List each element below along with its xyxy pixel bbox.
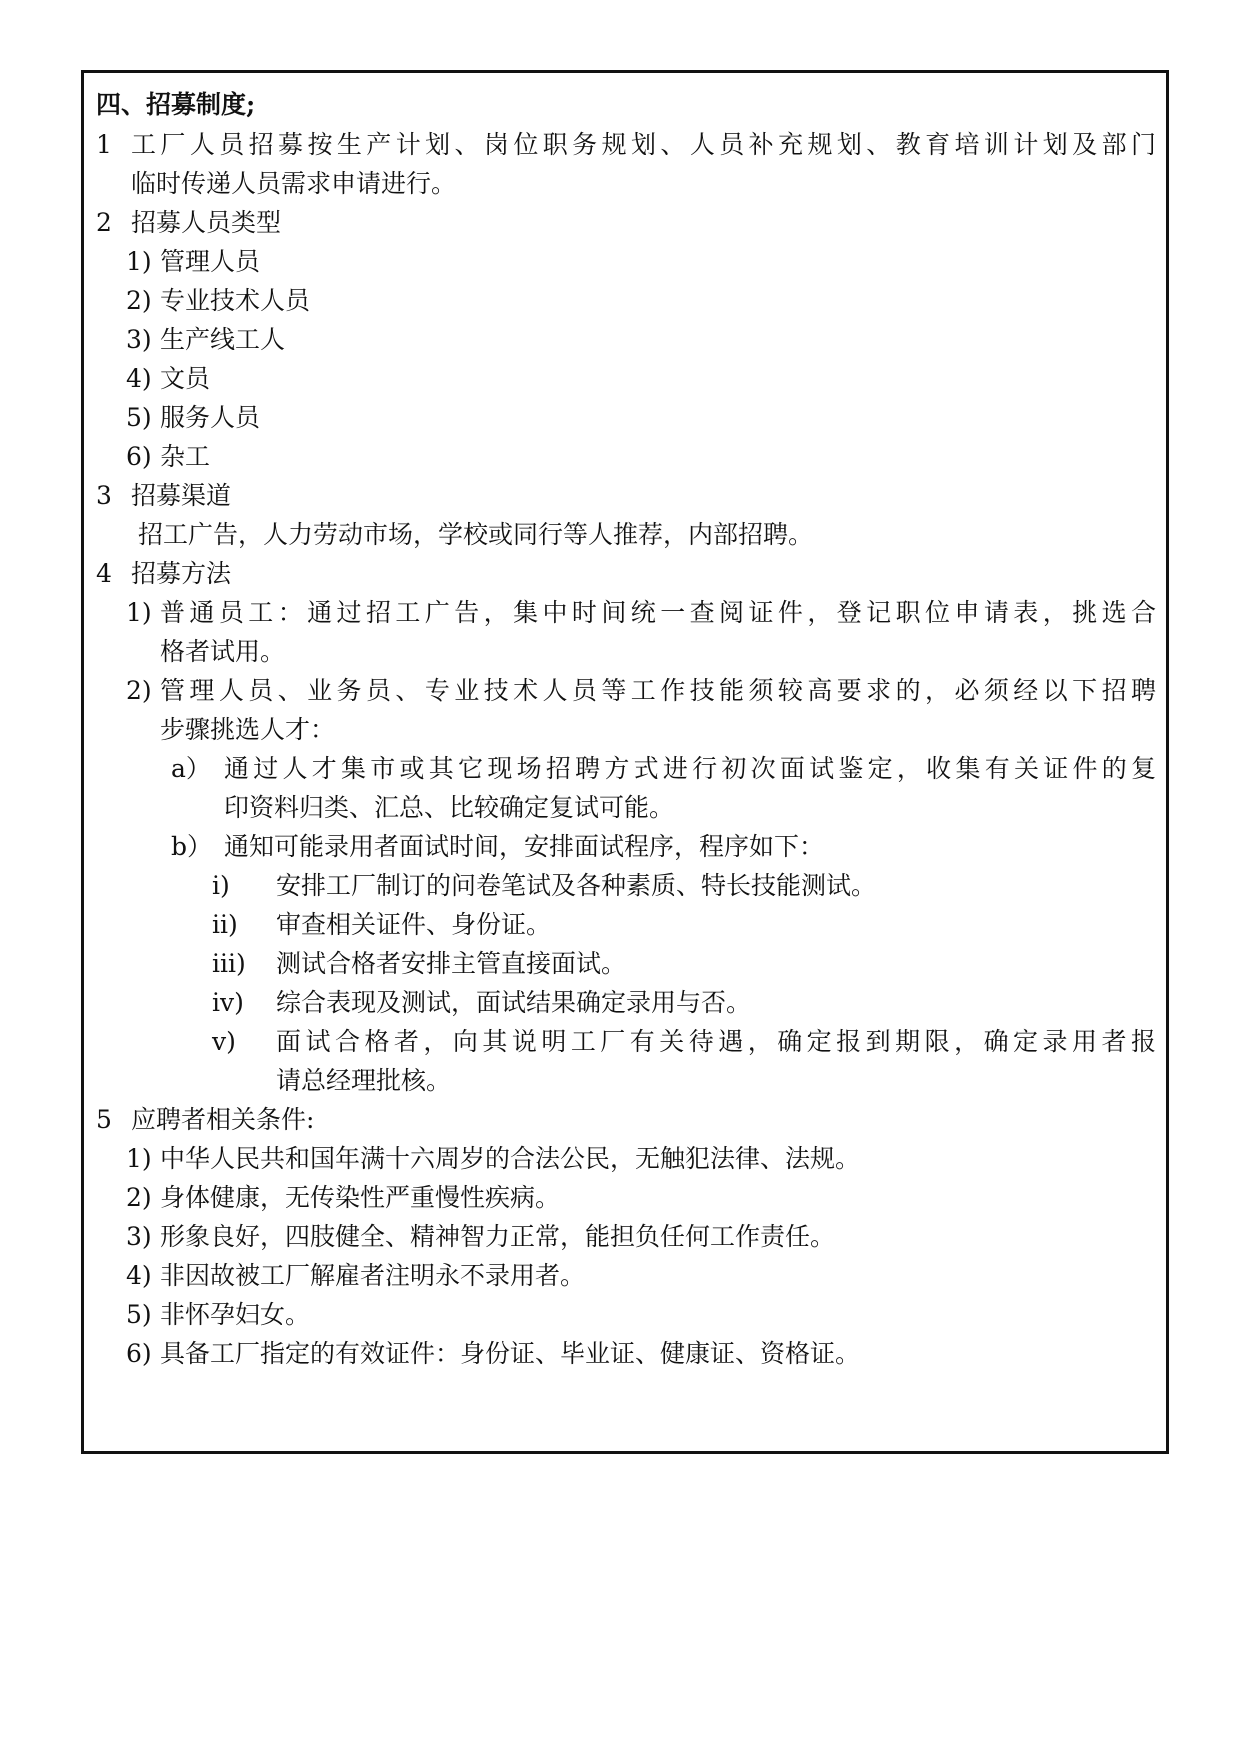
list-item-text: 服务人员 — [160, 403, 261, 432]
list-item — [84, 1178, 1166, 1218]
item4-sub1-line2 — [84, 632, 1166, 672]
list-item — [84, 359, 1166, 399]
list-item — [84, 1022, 1166, 1062]
item4-sub1-number: 1) — [126, 598, 152, 627]
list-item-text: 安排工厂制订的问卷笔试及各种素质、特长技能测试。 — [276, 871, 877, 900]
item4-sub1-text-line1: 普通员工：通过招工广告，集中时间统一查阅证件，登记职位申请表，挑选合 — [160, 598, 1156, 627]
list-item-text: 面试合格者，向其说明工厂有关待遇，确定报到期限，确定录用者报 — [276, 1027, 1156, 1056]
item2-title: 招募人员类型 — [131, 208, 282, 237]
item3-title: 招募渠道 — [131, 481, 232, 510]
item1-line1 — [84, 125, 1166, 165]
list-item-text: 中华人民共和国年满十六周岁的合法公民，无触犯法律、法规。 — [160, 1144, 861, 1173]
item4-sub2-b-line — [84, 827, 1166, 867]
list-item-text: 管理人员 — [160, 247, 261, 276]
list-item-number: v) — [212, 1027, 236, 1056]
list-item — [84, 398, 1166, 438]
list-item — [84, 905, 1166, 945]
list-item — [84, 1256, 1166, 1296]
list-item-text: 形象良好，四肢健全、精神智力正常，能担负任何工作责任。 — [160, 1222, 836, 1251]
section-title: 四、招募制度; — [96, 90, 256, 119]
item4-sub2-text-line2: 步骤挑选人才： — [160, 715, 336, 744]
item5-title: 应聘者相关条件: — [131, 1105, 315, 1134]
item2-heading — [84, 203, 1166, 243]
list-item-number: 2) — [126, 1183, 152, 1212]
list-item-number: 4) — [126, 1261, 152, 1290]
section-title-line — [84, 85, 1166, 125]
list-item-text: 审查相关证件、身份证。 — [276, 910, 552, 939]
list-item-text: 综合表现及测试，面试结果确定录用与否。 — [276, 988, 752, 1017]
item4-sub1-line1 — [84, 593, 1166, 633]
list-item — [84, 437, 1166, 477]
list-item-number: 5) — [126, 403, 152, 432]
item1-text-line1: 工厂人员招募按生产计划、岗位职务规划、人员补充规划、教育培训计划及部门 — [131, 130, 1156, 159]
list-item-text: 非怀孕妇女。 — [160, 1300, 311, 1329]
list-item-number: 4) — [126, 364, 152, 393]
item4-sub2-a-number: a） — [171, 754, 211, 783]
list-item-number: 1) — [126, 1144, 152, 1173]
item1-line2 — [84, 164, 1166, 204]
list-item — [84, 866, 1166, 906]
item4-sub2-b-number: b） — [171, 832, 213, 861]
item4-sub2-text-line1: 管理人员、业务员、专业技术人员等工作技能须较高要求的，必须经以下招聘 — [160, 676, 1156, 705]
item4-sub2-line1 — [84, 671, 1166, 711]
item4-number: 4 — [96, 559, 112, 588]
item5-number: 5 — [96, 1105, 112, 1134]
item4-sub2-a-text-line1: 通过人才集市或其它现场招聘方式进行初次面试鉴定，收集有关证件的复 — [224, 754, 1156, 783]
list-item-text: 非因故被工厂解雇者注明永不录用者。 — [160, 1261, 586, 1290]
item4-sub2-b-text: 通知可能录用者面试时间，安排面试程序，程序如下： — [224, 832, 825, 861]
list-item-number: iv) — [212, 988, 244, 1017]
list-item-number: 3) — [126, 1222, 152, 1251]
list-item-text: 身体健康，无传染性严重慢性疾病。 — [160, 1183, 561, 1212]
list-item — [84, 1295, 1166, 1335]
list-item-number: 2) — [126, 286, 152, 315]
list-item-text: 测试合格者安排主管直接面试。 — [276, 949, 627, 978]
item3-number: 3 — [96, 481, 112, 510]
list-item — [84, 242, 1166, 282]
list-item — [84, 1139, 1166, 1179]
item4-heading — [84, 554, 1166, 594]
list-item — [84, 281, 1166, 321]
list-item-continuation — [84, 1061, 1166, 1101]
item5-heading — [84, 1100, 1166, 1140]
item1-number: 1 — [96, 130, 112, 159]
list-item-text: 生产线工人 — [160, 325, 286, 354]
list-item-number: 6) — [126, 442, 152, 471]
list-item-text: 专业技术人员 — [160, 286, 311, 315]
list-item-number: iii) — [212, 949, 246, 978]
document-frame — [81, 70, 1169, 1454]
list-item-number: 3) — [126, 325, 152, 354]
list-item — [84, 1217, 1166, 1257]
list-item-text: 杂工 — [160, 442, 211, 471]
list-item-number: ii) — [212, 910, 238, 939]
item4-sub2-a-line2 — [84, 788, 1166, 828]
list-item-text: 文员 — [160, 364, 211, 393]
item4-sub2-line2 — [84, 710, 1166, 750]
list-item-number: i) — [212, 871, 230, 900]
list-item-number: 5) — [126, 1300, 152, 1329]
item4-sub2-a-line1 — [84, 749, 1166, 789]
list-item-number: 6) — [126, 1339, 152, 1368]
item2-number: 2 — [96, 208, 112, 237]
list-item-text: 请总经理批核。 — [276, 1066, 452, 1095]
list-item-number: 1) — [126, 247, 152, 276]
list-item-text: 具备工厂指定的有效证件：身份证、毕业证、健康证、资格证。 — [160, 1339, 861, 1368]
item4-sub2-a-text-line2: 印资料归类、汇总、比较确定复试可能。 — [224, 793, 675, 822]
list-item — [84, 983, 1166, 1023]
list-item — [84, 944, 1166, 984]
item3-body — [84, 515, 1166, 555]
item4-sub2-number: 2) — [126, 676, 152, 705]
item4-sub1-text-line2: 格者试用。 — [160, 637, 286, 666]
list-item — [84, 320, 1166, 360]
list-item — [84, 1334, 1166, 1374]
item3-heading — [84, 476, 1166, 516]
item4-title: 招募方法 — [131, 559, 232, 588]
item3-text: 招工广告，人力劳动市场，学校或同行等人推荐，内部招聘。 — [138, 520, 814, 549]
item1-text-line2: 临时传递人员需求申请进行。 — [131, 169, 457, 198]
